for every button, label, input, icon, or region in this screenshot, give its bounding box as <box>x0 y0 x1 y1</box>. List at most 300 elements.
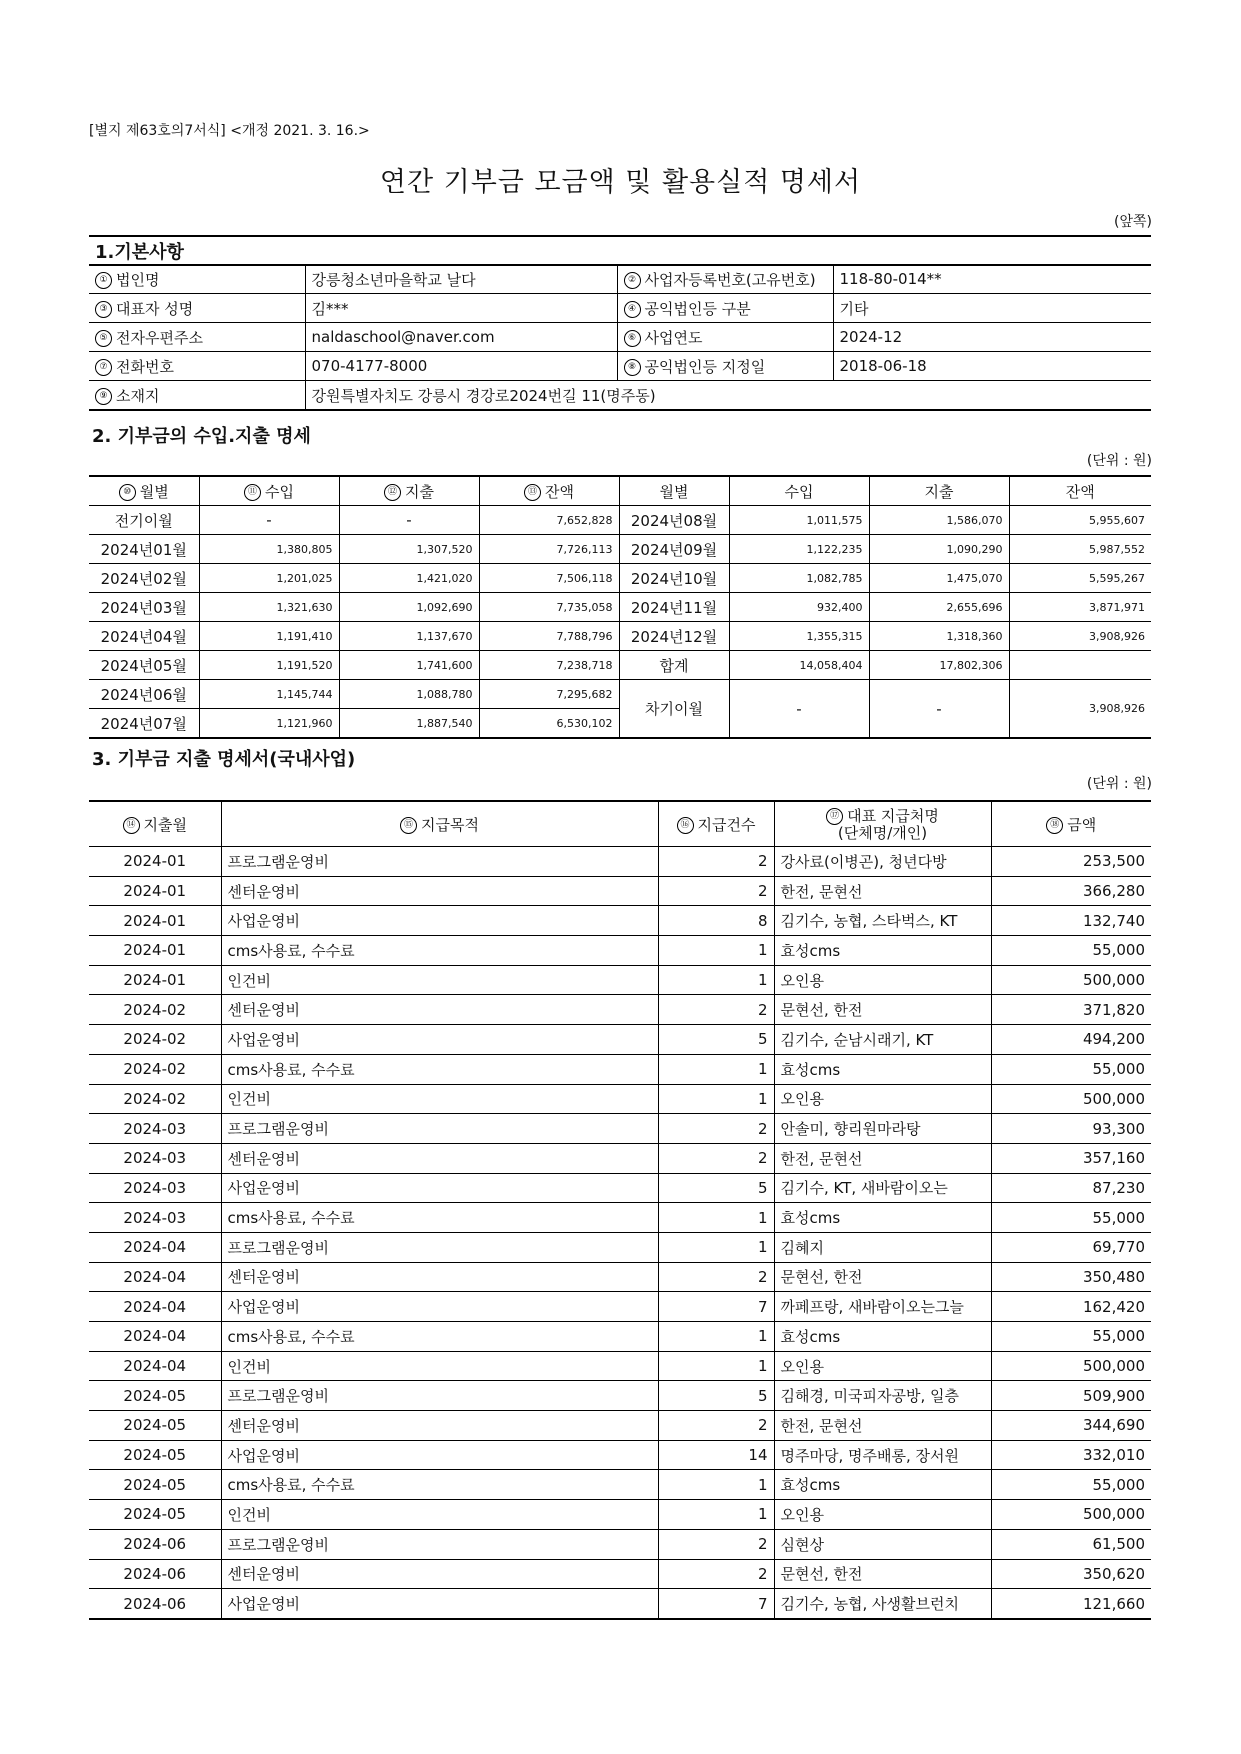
basic-info-table <box>89 235 1151 266</box>
column-header <box>339 476 479 506</box>
expense-purpose: 센터운영비 <box>221 1143 658 1173</box>
expense-payee: 한전, 문현선 <box>774 876 991 906</box>
expense-payee: 김기수, KT, 새바람이오는 <box>774 1173 991 1203</box>
amount-cell: 1,191,520 <box>199 651 339 680</box>
expense-count: 8 <box>658 906 774 936</box>
amount-cell: 3,908,926 <box>1009 622 1151 651</box>
amount-cell: 1,318,360 <box>869 622 1009 651</box>
month-cell: 2024년07월 <box>89 709 199 739</box>
expense-month: 2024-02 <box>89 1054 221 1084</box>
header-amount <box>991 801 1151 847</box>
carry-forward-balance: 3,908,926 <box>1009 680 1151 739</box>
amount-cell: 7,652,828 <box>479 506 619 535</box>
amount-cell: 1,355,315 <box>729 622 869 651</box>
expense-purpose: cms사용료, 수수료 <box>221 1322 658 1352</box>
section2-unit: (단위 : 원) <box>1086 453 1152 469</box>
expense-amount: 350,480 <box>991 1262 1151 1292</box>
expense-month: 2024-02 <box>89 995 221 1025</box>
expense-amount: 61,500 <box>991 1529 1151 1559</box>
circled-number: ⑦ <box>95 359 112 376</box>
expense-payee: 안솔미, 향리원마라탕 <box>774 1114 991 1144</box>
expense-month: 2024-05 <box>89 1411 221 1441</box>
monthly-row <box>89 651 1151 680</box>
expense-purpose: cms사용료, 수수료 <box>221 1470 658 1500</box>
expense-count: 5 <box>658 1381 774 1411</box>
expense-month: 2024-03 <box>89 1114 221 1144</box>
expense-payee: 효성cms <box>774 1322 991 1352</box>
month-cell: 2024년12월 <box>619 622 729 651</box>
month-cell: 전기이월 <box>89 506 199 535</box>
expense-row <box>89 1440 1151 1470</box>
field-label: 공익법인등 구분 <box>644 299 751 318</box>
expense-row <box>89 1470 1151 1500</box>
amount-cell: 1,011,575 <box>729 506 869 535</box>
circled-number: ② <box>624 272 641 289</box>
expense-count: 2 <box>658 995 774 1025</box>
expense-count: 2 <box>658 1143 774 1173</box>
expense-count: 1 <box>658 1322 774 1352</box>
month-cell: 합계 <box>619 651 729 680</box>
field-label-cell <box>617 265 833 294</box>
expense-purpose: 센터운영비 <box>221 995 658 1025</box>
expense-payee: 문현선, 한전 <box>774 1262 991 1292</box>
monthly-row <box>89 622 1151 651</box>
expense-row <box>89 876 1151 906</box>
amount-cell <box>1009 651 1151 680</box>
expense-payee: 효성cms <box>774 936 991 966</box>
field-label: 전화번호 <box>116 357 174 376</box>
amount-cell: 5,955,607 <box>1009 506 1151 535</box>
circled-number: ⑮ <box>400 817 417 834</box>
amount-cell: 5,987,552 <box>1009 535 1151 564</box>
expense-count: 1 <box>658 1084 774 1114</box>
field-label-cell <box>89 323 305 352</box>
expense-purpose: cms사용료, 수수료 <box>221 1203 658 1233</box>
expense-amount: 500,000 <box>991 1084 1151 1114</box>
expense-row <box>89 1232 1151 1262</box>
expense-month: 2024-06 <box>89 1559 221 1589</box>
amount-cell: 1,090,290 <box>869 535 1009 564</box>
expense-count: 1 <box>658 1232 774 1262</box>
expense-amount: 500,000 <box>991 965 1151 995</box>
expense-count: 1 <box>658 1470 774 1500</box>
circled-number: ⑩ <box>119 484 136 501</box>
expense-payee: 오인용 <box>774 1084 991 1114</box>
expense-row <box>89 936 1151 966</box>
month-cell: 2024년06월 <box>89 680 199 709</box>
circled-number: ③ <box>95 301 112 318</box>
expense-row <box>89 1262 1151 1292</box>
expense-payee: 까페프랑, 새바람이오는그늘 <box>774 1292 991 1322</box>
circled-number: ④ <box>624 301 641 318</box>
expense-row <box>89 1114 1151 1144</box>
expense-purpose: 프로그램운영비 <box>221 847 658 877</box>
amount-cell: 7,295,682 <box>479 680 619 709</box>
expense-amount: 357,160 <box>991 1143 1151 1173</box>
expense-amount: 366,280 <box>991 876 1151 906</box>
expense-purpose: 사업운영비 <box>221 1589 658 1619</box>
field-value: 2024-12 <box>833 323 1151 352</box>
circled-number: ⑨ <box>95 388 112 405</box>
field-label-cell <box>89 294 305 323</box>
expense-purpose: 사업운영비 <box>221 1025 658 1055</box>
amount-cell: 6,530,102 <box>479 709 619 739</box>
expense-purpose: cms사용료, 수수료 <box>221 936 658 966</box>
expense-amount: 87,230 <box>991 1173 1151 1203</box>
expense-amount: 69,770 <box>991 1232 1151 1262</box>
expense-month: 2024-04 <box>89 1232 221 1262</box>
month-cell: 2024년05월 <box>89 651 199 680</box>
amount-cell: 7,788,796 <box>479 622 619 651</box>
amount-cell: 1,380,805 <box>199 535 339 564</box>
expense-amount: 332,010 <box>991 1440 1151 1470</box>
expense-amount: 121,660 <box>991 1589 1151 1619</box>
expense-payee: 김기수, 농협, 사생활브런치 <box>774 1589 991 1619</box>
monthly-row <box>89 564 1151 593</box>
expense-payee: 효성cms <box>774 1470 991 1500</box>
field-label: 사업연도 <box>644 328 703 347</box>
expense-month: 2024-06 <box>89 1529 221 1559</box>
circled-number: ⑭ <box>123 817 140 834</box>
expense-month: 2024-03 <box>89 1173 221 1203</box>
expense-row <box>89 1351 1151 1381</box>
expense-month: 2024-04 <box>89 1262 221 1292</box>
expense-count: 2 <box>658 1529 774 1559</box>
month-cell: 2024년04월 <box>89 622 199 651</box>
expense-month: 2024-02 <box>89 1084 221 1114</box>
header-label: 지급목적 <box>421 815 479 834</box>
expense-purpose: 센터운영비 <box>221 1559 658 1589</box>
expense-purpose: 프로그램운영비 <box>221 1232 658 1262</box>
expense-row <box>89 847 1151 877</box>
basic-info-row <box>89 265 1151 294</box>
expense-amount: 500,000 <box>991 1500 1151 1530</box>
amount-cell: 1,201,025 <box>199 564 339 593</box>
section1-title: 1.기본사항 <box>89 236 1151 266</box>
amount-cell: 1,321,630 <box>199 593 339 622</box>
location-row <box>89 381 1151 411</box>
expense-amount: 494,200 <box>991 1025 1151 1055</box>
field-label-cell <box>617 294 833 323</box>
month-cell: 2024년01월 <box>89 535 199 564</box>
expense-amount: 93,300 <box>991 1114 1151 1144</box>
monthly-row <box>89 535 1151 564</box>
column-header-label: 지출 <box>405 482 434 501</box>
header-label: 지출월 <box>143 815 187 834</box>
expense-count: 7 <box>658 1589 774 1619</box>
amount-cell: 7,506,118 <box>479 564 619 593</box>
expense-count: 1 <box>658 1500 774 1530</box>
amount-cell: - <box>199 506 339 535</box>
amount-cell: 17,802,306 <box>869 651 1009 680</box>
basic-info-rows <box>89 264 1151 411</box>
expense-month: 2024-01 <box>89 847 221 877</box>
circled-number: ⑯ <box>677 817 694 834</box>
amount-cell: 1,145,744 <box>199 680 339 709</box>
field-label-cell <box>89 352 305 381</box>
month-cell: 2024년08월 <box>619 506 729 535</box>
amount-cell: 1,741,600 <box>339 651 479 680</box>
field-label: 대표자 성명 <box>116 299 194 318</box>
monthly-row <box>89 593 1151 622</box>
header-label: 금액 <box>1067 815 1097 834</box>
expense-payee: 한전, 문현선 <box>774 1411 991 1441</box>
expense-row <box>89 1322 1151 1352</box>
expense-amount: 350,620 <box>991 1559 1151 1589</box>
amount-cell: 1,421,020 <box>339 564 479 593</box>
expense-amount: 509,900 <box>991 1381 1151 1411</box>
month-cell: 2024년02월 <box>89 564 199 593</box>
amount-cell: 1,137,670 <box>339 622 479 651</box>
circled-number: ⑬ <box>524 484 541 501</box>
amount-cell: 1,122,235 <box>729 535 869 564</box>
month-cell: 2024년09월 <box>619 535 729 564</box>
expense-purpose: 인건비 <box>221 1084 658 1114</box>
expense-purpose: 사업운영비 <box>221 1173 658 1203</box>
expense-count: 5 <box>658 1173 774 1203</box>
expense-month: 2024-04 <box>89 1351 221 1381</box>
column-header-label: 잔액 <box>545 482 574 501</box>
expense-row <box>89 1500 1151 1530</box>
expense-payee: 한전, 문현선 <box>774 1143 991 1173</box>
expense-payee: 오인용 <box>774 965 991 995</box>
expense-payee: 명주마당, 명주배롱, 장서원 <box>774 1440 991 1470</box>
expense-month: 2024-01 <box>89 876 221 906</box>
location-value: 강원특별자치도 강릉시 경강로2024번길 11(명주동) <box>305 381 1151 411</box>
expense-payee: 김해경, 미국피자공방, 일층 <box>774 1381 991 1411</box>
expense-row <box>89 1143 1151 1173</box>
expense-row <box>89 1203 1151 1233</box>
circled-number: ⑱ <box>1046 817 1063 834</box>
field-value: 070-4177-8000 <box>305 352 617 381</box>
expense-count: 2 <box>658 1114 774 1144</box>
expense-payee: 김혜지 <box>774 1232 991 1262</box>
form-reference-note: [별지 제63호의7서식] <개정 2021. 3. 16.> <box>89 123 370 139</box>
expense-payee: 김기수, 순남시래기, KT <box>774 1025 991 1055</box>
expense-month: 2024-02 <box>89 1025 221 1055</box>
expense-purpose: cms사용료, 수수료 <box>221 1054 658 1084</box>
field-label-cell <box>617 352 833 381</box>
circled-number: ⑧ <box>624 359 641 376</box>
column-header <box>619 476 729 506</box>
expense-count: 2 <box>658 1411 774 1441</box>
column-header <box>1009 476 1151 506</box>
header-month <box>89 801 221 847</box>
expense-month: 2024-01 <box>89 936 221 966</box>
expense-purpose: 사업운영비 <box>221 1440 658 1470</box>
expense-amount: 55,000 <box>991 1322 1151 1352</box>
header-label: 대표 지급처명 <box>847 806 939 825</box>
section3-title: 3. 기부금 지출 명세서(국내사업) <box>92 749 356 770</box>
location-label: 소재지 <box>116 386 160 405</box>
document-title: 연간 기부금 모금액 및 활용실적 명세서 <box>379 167 862 198</box>
circled-number: ⑤ <box>95 330 112 347</box>
expense-month: 2024-06 <box>89 1589 221 1619</box>
amount-cell: 1,082,785 <box>729 564 869 593</box>
header-label: 지급건수 <box>697 815 756 834</box>
income-expense-header-row <box>89 476 1151 506</box>
expense-row <box>89 1589 1151 1619</box>
expense-amount: 500,000 <box>991 1351 1151 1381</box>
expense-row <box>89 1411 1151 1441</box>
field-value: 2018-06-18 <box>833 352 1151 381</box>
month-cell: 2024년03월 <box>89 593 199 622</box>
expense-month: 2024-05 <box>89 1381 221 1411</box>
expense-count: 7 <box>658 1292 774 1322</box>
column-header-label: 수입 <box>265 482 294 501</box>
expense-row <box>89 1559 1151 1589</box>
expense-month: 2024-04 <box>89 1292 221 1322</box>
column-header-label: 월별 <box>139 482 169 501</box>
expense-payee: 오인용 <box>774 1500 991 1530</box>
expense-purpose: 사업운영비 <box>221 906 658 936</box>
circled-number: ⑰ <box>826 808 843 825</box>
amount-cell: 1,307,520 <box>339 535 479 564</box>
month-cell: 2024년11월 <box>619 593 729 622</box>
income-expense-table <box>89 475 1151 739</box>
amount-cell: 1,586,070 <box>869 506 1009 535</box>
expense-row <box>89 1084 1151 1114</box>
amount-cell: 1,887,540 <box>339 709 479 739</box>
expense-count: 1 <box>658 1203 774 1233</box>
expense-amount: 253,500 <box>991 847 1151 877</box>
header-sublabel: (단체명/개인) <box>837 823 928 842</box>
expense-purpose: 센터운영비 <box>221 1262 658 1292</box>
section3-unit: (단위 : 원) <box>1086 776 1152 792</box>
column-header-label: 수입 <box>784 482 814 501</box>
monthly-row <box>89 506 1151 535</box>
expense-month: 2024-05 <box>89 1440 221 1470</box>
expense-amount: 371,820 <box>991 995 1151 1025</box>
expense-month: 2024-05 <box>89 1500 221 1530</box>
expense-detail-table <box>89 800 1151 1620</box>
column-header <box>89 476 199 506</box>
expense-month: 2024-04 <box>89 1322 221 1352</box>
expense-payee: 문현선, 한전 <box>774 1559 991 1589</box>
column-header-label: 잔액 <box>1065 482 1095 501</box>
expense-purpose: 센터운영비 <box>221 1411 658 1441</box>
expense-month: 2024-01 <box>89 906 221 936</box>
expense-amount: 55,000 <box>991 936 1151 966</box>
amount-cell: 2,655,696 <box>869 593 1009 622</box>
expense-month: 2024-05 <box>89 1470 221 1500</box>
expense-payee: 효성cms <box>774 1054 991 1084</box>
expense-payee: 심현상 <box>774 1529 991 1559</box>
amount-cell: 1,088,780 <box>339 680 479 709</box>
expense-count: 2 <box>658 1262 774 1292</box>
expense-row <box>89 1025 1151 1055</box>
amount-cell: 3,871,971 <box>1009 593 1151 622</box>
section1-title-row <box>89 236 1151 266</box>
expense-payee: 문현선, 한전 <box>774 995 991 1025</box>
section2-title: 2. 기부금의 수입.지출 명세 <box>92 426 311 447</box>
amount-cell: 7,238,718 <box>479 651 619 680</box>
amount-cell: 932,400 <box>729 593 869 622</box>
expense-month: 2024-03 <box>89 1203 221 1233</box>
field-value: 강릉청소년마을학교 날다 <box>305 265 617 294</box>
expense-purpose: 센터운영비 <box>221 876 658 906</box>
expense-count: 2 <box>658 1559 774 1589</box>
expense-row <box>89 1173 1151 1203</box>
expense-month: 2024-01 <box>89 965 221 995</box>
field-value: 김*** <box>305 294 617 323</box>
field-label: 공익법인등 지정일 <box>644 357 766 376</box>
expense-count: 1 <box>658 965 774 995</box>
field-value: 기타 <box>833 294 1151 323</box>
expense-payee: 강사료(이병곤), 청년다방 <box>774 847 991 877</box>
field-label-cell <box>89 265 305 294</box>
expense-purpose: 인건비 <box>221 965 658 995</box>
column-header <box>199 476 339 506</box>
circled-number: ⑪ <box>244 484 261 501</box>
expense-count: 1 <box>658 936 774 966</box>
page-side-note: (앞쪽) <box>1114 214 1152 230</box>
expense-payee: 효성cms <box>774 1203 991 1233</box>
expense-month: 2024-03 <box>89 1143 221 1173</box>
header-payee <box>774 801 991 847</box>
column-header-label: 월별 <box>659 482 689 501</box>
circled-number: ⑫ <box>384 484 401 501</box>
amount-cell: - <box>339 506 479 535</box>
amount-cell: 14,058,404 <box>729 651 869 680</box>
expense-row <box>89 1054 1151 1084</box>
expense-purpose: 사업운영비 <box>221 1292 658 1322</box>
expense-count: 1 <box>658 1351 774 1381</box>
field-label: 전자우편주소 <box>116 328 203 347</box>
expense-row <box>89 965 1151 995</box>
field-value: 118-80-014** <box>833 265 1151 294</box>
location-label-cell <box>89 381 305 411</box>
expense-row <box>89 1381 1151 1411</box>
expense-amount: 132,740 <box>991 906 1151 936</box>
basic-info-row <box>89 352 1151 381</box>
header-purpose <box>221 801 658 847</box>
expense-header-row <box>89 801 1151 847</box>
expense-count: 14 <box>658 1440 774 1470</box>
expense-purpose: 인건비 <box>221 1351 658 1381</box>
expense-count: 5 <box>658 1025 774 1055</box>
column-header-label: 지출 <box>924 482 954 501</box>
column-header <box>479 476 619 506</box>
amount-cell: 1,121,960 <box>199 709 339 739</box>
field-value: naldaschool@naver.com <box>305 323 617 352</box>
amount-cell: 7,735,058 <box>479 593 619 622</box>
amount-cell: 1,475,070 <box>869 564 1009 593</box>
expense-count: 2 <box>658 847 774 877</box>
expense-payee: 김기수, 농협, 스타벅스, KT <box>774 906 991 936</box>
amount-cell: 1,092,690 <box>339 593 479 622</box>
expense-row <box>89 906 1151 936</box>
basic-info-row <box>89 294 1151 323</box>
expense-amount: 162,420 <box>991 1292 1151 1322</box>
expense-purpose: 프로그램운영비 <box>221 1114 658 1144</box>
column-header <box>729 476 869 506</box>
monthly-row <box>89 680 1151 709</box>
expense-purpose: 프로그램운영비 <box>221 1381 658 1411</box>
carry-forward-income: - <box>729 680 869 739</box>
expense-amount: 55,000 <box>991 1470 1151 1500</box>
expense-purpose: 인건비 <box>221 1500 658 1530</box>
expense-count: 1 <box>658 1054 774 1084</box>
expense-amount: 55,000 <box>991 1203 1151 1233</box>
expense-purpose: 프로그램운영비 <box>221 1529 658 1559</box>
month-cell: 2024년10월 <box>619 564 729 593</box>
basic-info-row <box>89 323 1151 352</box>
expense-row <box>89 1529 1151 1559</box>
expense-amount: 344,690 <box>991 1411 1151 1441</box>
circled-number: ⑥ <box>624 330 641 347</box>
column-header <box>869 476 1009 506</box>
